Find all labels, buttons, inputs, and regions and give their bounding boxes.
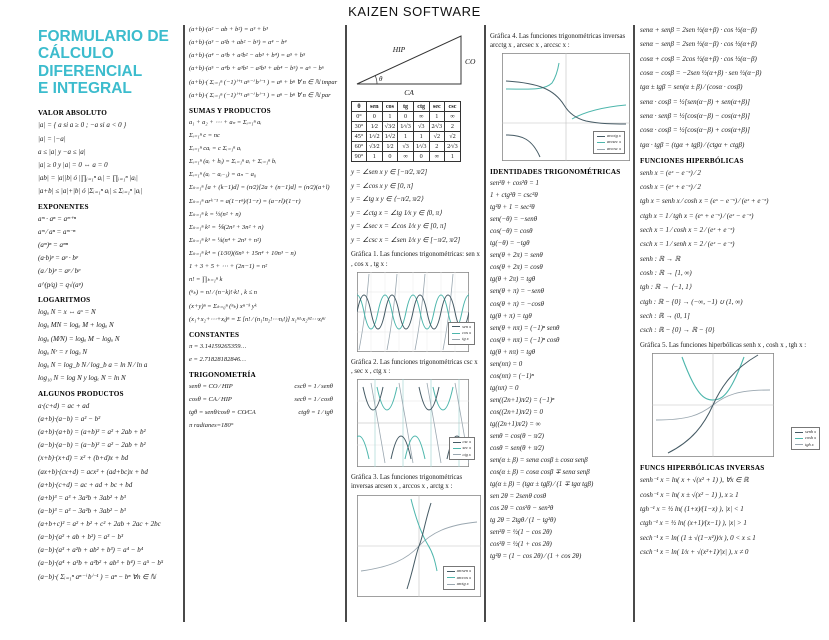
formula-line: (a−b)·(a³ + a²b + ab² + b³) = a⁴ − b⁴	[38, 546, 144, 555]
table-cell: 0	[382, 152, 398, 162]
formula-line: y = ∠csc x = ∠sen 1⁄x y ∈ [−π⁄2, π⁄2]	[351, 235, 461, 244]
legend-item	[597, 146, 621, 152]
legend-swatch-icon	[447, 584, 455, 585]
formula-line: (a+b)³ = a³ + 3a²b + 3ab² + b³	[38, 493, 126, 502]
table-cell: 1⁄2	[367, 122, 383, 132]
formula-line: |ab| = |a||b| ó |∏ᵢ₌₁ⁿ aᵢ| = ∏ᵢ₌₁ⁿ |aᵢ|	[38, 174, 138, 182]
legend-label: tgh x	[805, 441, 814, 447]
formula-right: ctgθ = 1 ⁄ tgθ	[298, 409, 333, 417]
formula-line: csch⁻¹ x = ln( 1⁄x + √(x²+1)⁄|x| ), x ≠ 0	[640, 547, 749, 556]
column-5	[640, 26, 826, 562]
formula-line: tg((2n+1)π⁄2) = ∞	[490, 420, 541, 428]
chart-legend	[593, 131, 625, 154]
table-cell: 2	[445, 122, 461, 132]
section-heading: IDENTIDADES TRIGONOMÉTRICAS	[490, 168, 621, 177]
svg-text:HIP: HIP	[392, 45, 406, 54]
formula-line: cos(θ + nπ) = (−1)ⁿ cosθ	[490, 336, 560, 344]
formula-line: (x+b)·(x+d) = x² + (b+d)x + bd	[38, 454, 129, 463]
table-cell: 2⁄√3	[429, 122, 445, 132]
formula-line: ctgh x = 1 ⁄ tgh x = (eˣ + e⁻ˣ) ⁄ (eˣ − e⁻ˣ)	[640, 211, 754, 220]
formula-line: (a·b)ᵖ = aᵖ · bᵖ	[38, 254, 78, 263]
section-heading: EXPONENTES	[38, 202, 89, 211]
trig-values-table	[351, 101, 461, 162]
formula-line: csch x = 1 ⁄ senh x = 2 ⁄ (eˣ − e⁻ˣ)	[640, 240, 735, 249]
formula-pair	[189, 396, 341, 404]
column-header: θ	[352, 102, 367, 112]
column-divider	[484, 25, 486, 622]
formula-line: aᵐ ⁄ aⁿ = aᵐ⁻ⁿ	[38, 228, 76, 237]
column-header: sec	[429, 102, 445, 112]
formula-line: a₁ + a₂ + ⋯ + aₙ = Σᵢ₌₁ⁿ aᵢ	[189, 118, 262, 126]
formula-line: senα · cosβ = ½[sen(α−β) + sen(α+β)]	[640, 97, 750, 106]
svg-text:CO: CO	[465, 57, 476, 66]
section-heading: VALOR ABSOLUTO	[38, 109, 108, 118]
document-title-line: DIFERENCIAL	[38, 62, 143, 80]
table-cell: √3	[413, 122, 429, 132]
formula-line: (a+b)·(a⁵ − a⁴b + a³b² − a²b³ + ab⁴ − b⁵) = a⁶ − b⁶	[189, 65, 324, 73]
formula-line: senh⁻¹ x = ln( x + √(x² + 1) ), ∀x ∈ ℝ	[640, 476, 749, 485]
legend-swatch-icon	[597, 136, 605, 137]
formula-line: sen²θ = ½(1 − cos 2θ)	[490, 528, 552, 536]
table-cell: 45°	[352, 132, 367, 142]
formula-line: tg 2θ = 2tgθ ⁄ (1 − tg²θ)	[490, 516, 556, 524]
column-header: sen	[367, 102, 383, 112]
legend-swatch-icon	[795, 432, 803, 433]
formula-line: sen 2θ = 2senθ cosθ	[490, 492, 547, 500]
chart-legend	[791, 427, 820, 450]
formula-line: y = ∠sen x y ∈ [−π⁄2, π⁄2]	[351, 168, 428, 176]
formula-line: tg(−θ) = −tgθ	[490, 240, 530, 248]
table-cell: 90°	[352, 152, 367, 162]
formula-line: sen((2n+1)π⁄2) = (−1)ⁿ	[490, 396, 555, 404]
formula-line: tg(α ± β) = (tgα ± tgβ) ⁄ (1 ∓ tgα tgβ)	[490, 480, 594, 488]
formula-line: sen(nπ) = 0	[490, 360, 523, 368]
table-row	[352, 142, 461, 152]
formula-line: tgα ± tgβ = sen(α ± β) ⁄ (cosα · cosβ)	[640, 83, 743, 92]
formula-line: cosh⁻¹ x = ln( x ± √(x² − 1) ), x ≥ 1	[640, 490, 739, 499]
table-cell: 0	[367, 112, 383, 122]
table-cell: 1	[382, 112, 398, 122]
legend-swatch-icon	[597, 142, 605, 143]
legend-swatch-icon	[453, 442, 461, 443]
legend-label: sec x	[462, 445, 471, 451]
legend-label: cosh x	[805, 435, 816, 441]
table-row	[352, 122, 461, 132]
formula-line: cos(θ + 2π) = cosθ	[490, 264, 543, 272]
formula-line: logₐ N = x ⇔ aˣ = N	[38, 308, 96, 317]
table-cell: 0	[413, 152, 429, 162]
formula-line: senα + senβ = 2sen ½(α+β) · cos ½(α−β)	[640, 26, 757, 34]
formula-line: Σₖ₌₁ⁿ k = ½(n² + n)	[189, 210, 241, 218]
formula-line: (a+b)·(a³ − a²b + ab² − b³) = a⁴ − b⁴	[189, 39, 287, 47]
formula-line: senα − senβ = 2sen ½(α−β) · cos ½(α+β)	[640, 40, 757, 49]
figure-caption: Gráfica 5. Las funciones hiperbólicas senh x , cosh x , tgh x :	[640, 342, 807, 350]
table-cell: 0	[398, 112, 414, 122]
chart-legend	[443, 566, 475, 589]
column-4	[490, 26, 631, 565]
formula-line: cosα + cosβ = 2cos ½(α+β) · cos ½(α−β)	[640, 54, 757, 63]
table-cell: √3⁄2	[367, 142, 383, 152]
formula-line: n! = ∏ₖ₌₁ⁿ k	[189, 276, 223, 284]
formula-line: (a−b)·( Σᵢ₌₁ⁿ aⁿ⁻ⁱ bⁱ⁻¹ ) = aⁿ − bⁿ ∀n ∈ ℕ	[38, 572, 156, 581]
formula-line: senh : ℝ → ℝ	[640, 254, 681, 263]
figure-caption: Gráfica 4. Las funciones trigonométricas inversas arcctg x , arcsec x , arccsc x :	[490, 33, 626, 50]
formula-line: cos(nπ) = (−1)ⁿ	[490, 372, 534, 380]
figure-g4	[502, 53, 631, 161]
document-title-line: CÁLCULO	[38, 45, 114, 63]
formula-line: sen(α ± β) = senα cosβ ± cosα senβ	[490, 456, 588, 464]
document-title-line: E INTEGRAL	[38, 80, 132, 98]
formula-line: y = ∠cos x y ∈ [0, π]	[351, 181, 414, 190]
formula-line: (a+b)·(a² − ab + b²) = a³ + b³	[189, 26, 269, 33]
formula-line: Σᵢ₌₁ⁿ (aᵢ + bᵢ) = Σᵢ₌₁ⁿ aᵢ + Σᵢ₌₁ⁿ bᵢ	[189, 158, 277, 166]
formula-line: 1 + ctg²θ = csc²θ	[490, 192, 538, 200]
formula-line: tgα · tgβ = (tgα + tgβ) ⁄ (ctgα + ctgβ)	[640, 140, 745, 149]
formula-line: cos²θ = ½(1 + cos 2θ)	[490, 540, 552, 548]
legend-label: arctg x	[456, 581, 469, 587]
table-cell: 1	[398, 132, 414, 142]
section-heading: FUNCS HIPERBÓLICAS INVERSAS	[640, 464, 765, 473]
figure-caption: Gráfica 3. Las funciones trigonométricas inversas arcsen x , arccos x , arctg x :	[351, 474, 463, 491]
formula-line: π radianes=180°	[189, 422, 234, 430]
table-row	[352, 112, 461, 122]
formula-line: ctgh⁻¹ x = ½ ln( (x+1)⁄(x−1) ), |x| > 1	[640, 519, 747, 528]
formula-line: csch : ℝ − {0} → ℝ − {0}	[640, 326, 715, 335]
formula-line: (a−b)·(a⁴ + a³b + a²b² + ab³ + b⁴) = a⁵ − b⁵	[38, 559, 164, 568]
legend-label: arccsc x	[606, 145, 621, 151]
formula-line: (x₁+x₂+⋯+xⱼ)ⁿ = Σ [n! ⁄ (n₁!n₂!⋯nⱼ!)] x₁ⁿ¹·x₂ⁿ²⋯xⱼⁿʲ	[189, 315, 326, 323]
figure-g3	[357, 495, 481, 597]
table-cell: √3⁄2	[382, 122, 398, 132]
formula-line: tg(θ + π) = tgθ	[490, 312, 532, 320]
svg-text:CA: CA	[404, 88, 414, 97]
legend-swatch-icon	[447, 571, 455, 572]
column-divider	[633, 25, 635, 622]
table-cell: 1⁄2	[382, 142, 398, 152]
formula-line: (a−b)³ = a³ − 3a²b + 3ab² − b³	[38, 506, 126, 515]
formula-line: sech x = 1 ⁄ cosh x = 2 ⁄ (eˣ + e⁻ˣ)	[640, 225, 735, 234]
formula-line: (a+b)·( Σᵢ₌₁ⁿ (−1)ⁱ⁺¹ aⁿ⁻ⁱ bⁱ⁻¹ ) = aⁿ − bⁿ ∀ n ∈ ℕ par	[189, 91, 331, 99]
formula-line: Σₖ₌₁ⁿ k⁴ = (1⁄30)(6n⁵ + 15n⁴ + 10n³ − n)	[189, 250, 296, 257]
figure-g2	[357, 379, 481, 467]
legend-swatch-icon	[452, 326, 460, 327]
column-header: tg	[398, 102, 414, 112]
formula-line: Σₖ₌₁ⁿ k² = ⅙(2n³ + 3n² + n)	[189, 223, 264, 231]
formula-line: a ≤ |a| y −a ≤ |a|	[38, 147, 86, 156]
formula-line: cosh x = (eˣ + e⁻ˣ) ⁄ 2	[640, 182, 701, 191]
formula-line: |a| ≥ 0 y |a| = 0 ⇔ a = 0	[38, 160, 108, 169]
formula-line: tg(nπ) = 0	[490, 384, 519, 392]
formula-line: Σₖ₌₁ⁿ k³ = ¼(n⁴ + 2n³ + n²)	[189, 236, 262, 244]
legend-label: tg x	[462, 336, 469, 342]
chart-legend	[449, 437, 475, 460]
formula-line: cos(−θ) = cosθ	[490, 228, 533, 236]
formula-line: tg²θ + 1 = sec²θ	[490, 204, 535, 212]
formula-left: tgθ = senθ⁄cosθ = CO⁄CA	[189, 409, 256, 417]
formula-line: (a+b)·(a+b) = (a+b)² = a² + 2ab + b²	[38, 428, 146, 437]
document-title-line: FORMULARIO DE	[38, 28, 169, 45]
formula-line: cos(θ + π) = −cosθ	[490, 300, 545, 308]
formula-line: (a+b)·( Σᵢ₌₁ⁿ (−1)ⁱ⁺¹ aⁿ⁻ⁱ bⁱ⁻¹ ) = aⁿ + bⁿ ∀ n ∈ ℕ impar	[189, 78, 338, 86]
formula-line: sech⁻¹ x = ln( (1 ± √(1−x²))⁄x ), 0 < x ≤ 1	[640, 533, 756, 542]
table-cell: √2	[429, 132, 445, 142]
formula-line: senθ = cos(θ − π⁄2)	[490, 432, 544, 440]
table-row	[352, 152, 461, 162]
right-triangle-figure	[351, 26, 481, 98]
formula-line: sen(θ + 2π) = senθ	[490, 252, 543, 260]
document-title	[38, 28, 182, 97]
formula-line: sen(θ + nπ) = (−1)ⁿ senθ	[490, 324, 560, 332]
formula-line: (a−b)·(a−b) = (a−b)² = a² − 2ab + b²	[38, 441, 146, 450]
formula-line: π = 3.14159265359…	[189, 342, 247, 350]
table-cell: 1	[445, 152, 461, 162]
formula-line: tg(θ + 2π) = tgθ	[490, 276, 536, 284]
table-cell: 1	[413, 132, 429, 142]
figure-caption: Gráfica 1. Las funciones trigonométricas: sen x , cos x , tg x :	[351, 251, 480, 268]
formula-pair	[189, 383, 341, 391]
formula-line: (a ⁄ b)ᵖ = aᵖ ⁄ bᵖ	[38, 267, 81, 276]
table-cell: 1⁄√3	[398, 122, 414, 132]
table-cell: 2	[429, 142, 445, 152]
formula-line: logₐ (M⁄N) = logₐ M − logₐ N	[38, 334, 120, 343]
formula-right: cscθ = 1 ⁄ senθ	[294, 383, 333, 390]
section-heading: SUMAS Y PRODUCTOS	[189, 106, 271, 115]
legend-swatch-icon	[795, 444, 803, 445]
table-cell: √2	[445, 132, 461, 142]
formula-line: Σᵢ₌₁ⁿ caᵢ = c Σᵢ₌₁ⁿ aᵢ	[189, 145, 242, 152]
table-cell: 60°	[352, 142, 367, 152]
formula-line: senα · senβ = ½[cos(α−β) − cos(α+β)]	[640, 112, 750, 121]
section-heading: TRIGONOMETRÍA	[189, 371, 256, 379]
table-cell: ∞	[398, 152, 414, 162]
formula-left: senθ = CO ⁄ HIP	[189, 383, 233, 390]
legend-item	[795, 442, 816, 448]
column-3	[351, 26, 481, 601]
formula-line: (aᵐ)ⁿ = aᵐⁿ	[38, 241, 69, 250]
formula-line: a·(c+d) = ac + ad	[38, 401, 90, 410]
hyperbolic-chart-svg	[652, 353, 774, 457]
page-title: KAIZEN SOFTWARE	[348, 4, 481, 19]
legend-label: sen x	[462, 323, 471, 329]
legend-label: csc x	[462, 438, 471, 444]
column-2	[189, 26, 341, 436]
table-cell: ∞	[445, 112, 461, 122]
table-header-row	[352, 102, 461, 112]
formula-line: cosα · cosβ = ½[cos(α−β) + cos(α+β)]	[640, 126, 750, 135]
formula-line: 1 + 3 + 5 + ⋯ + (2n−1) = n²	[189, 263, 268, 271]
formula-line: cos(α ± β) = cosα cosβ ∓ senα senβ	[490, 468, 590, 476]
column-1	[38, 26, 182, 586]
formula-line: |a+b| ≤ |a|+|b| ó |Σᵢ₌₁ⁿ aᵢ| ≤ Σᵢ₌₁ⁿ |aᵢ|	[38, 187, 143, 196]
legend-label: arcsec x	[606, 139, 621, 145]
legend-swatch-icon	[795, 438, 803, 439]
figure-caption: Gráfica 2. Las funciones trigonométricas csc x , sec x , ctg x :	[351, 358, 478, 375]
formula-line: cosh : ℝ → [1, ∞)	[640, 268, 692, 277]
formula-line: tg²θ = (1 − cos 2θ) ⁄ (1 + cos 2θ)	[490, 552, 582, 560]
legend-item	[447, 581, 471, 587]
legend-swatch-icon	[597, 149, 605, 150]
legend-swatch-icon	[453, 454, 461, 455]
formula-line: y = ∠tg x y ∈ ⟨−π⁄2, π⁄2⟩	[351, 195, 424, 204]
formula-line: y = ∠ctg x = ∠tg 1⁄x y ∈ ⟨0, π⟩	[351, 208, 442, 217]
formula-line: y = ∠sec x = ∠cos 1⁄x y ∈ [0, π]	[351, 222, 447, 231]
column-header: ctg	[413, 102, 429, 112]
legend-item	[452, 336, 471, 342]
formula-line: aᵐ · aⁿ = aᵐ⁺ⁿ	[38, 214, 76, 223]
formula-line: |a| = |−a|	[38, 134, 66, 143]
formula-line: (a+b)·(a⁴ − a³b + a²b² − ab³ + b⁴) = a⁵ + b⁵	[189, 52, 306, 60]
column-header: csc	[445, 102, 461, 112]
table-cell: 1⁄√3	[413, 142, 429, 152]
formula-pair	[189, 409, 341, 417]
section-heading: CONSTANTES	[189, 330, 240, 339]
legend-swatch-icon	[452, 333, 460, 334]
formula-line: sen(−θ) = −senθ	[490, 216, 538, 224]
formula-line: cosθ = sen(θ + π⁄2)	[490, 444, 544, 452]
formula-line: Σₖ₌₁ⁿ [a + (k−1)d] = (n⁄2)[2a + (n−1)d] = (n⁄2)(a+l)	[189, 184, 330, 192]
formula-line: |a| = { a si a ≥ 0 ; −a si a < 0 }	[38, 121, 127, 130]
figure-g1	[357, 272, 481, 352]
formula-line: (x+y)ⁿ = Σₖ₌₀ⁿ (ⁿₖ) xⁿ⁻ᵏ yᵏ	[189, 302, 257, 310]
formula-line: (a+b)·(a−b) = a² − b²	[38, 414, 101, 423]
formula-right: secθ = 1 ⁄ cosθ	[294, 396, 333, 404]
legend-label: arcsen x	[456, 568, 471, 574]
formula-line: (ax+b)·(cx+d) = acx² + (ad+bc)x + bd	[38, 467, 148, 476]
formula-line: Σᵢ₌₁ⁿ (aᵢ − aᵢ₋₁) = aₙ − a₀	[189, 171, 257, 179]
formula-line: tgh⁻¹ x = ½ ln( (1+x)⁄(1−x) ), |x| < 1	[640, 504, 744, 513]
figure-g5	[652, 353, 826, 457]
formula-line: (ⁿₖ) = n! ⁄ (n−k)!·k! , k ≤ n	[189, 289, 258, 297]
legend-label: arccos x	[456, 574, 471, 580]
formula-line: tgh x = senh x ⁄ cosh x = (eˣ − e⁻ˣ) ⁄ (eˣ + e⁻ˣ)	[640, 197, 769, 206]
legend-label: senh x	[805, 428, 816, 434]
table-cell: ∞	[429, 152, 445, 162]
legend-swatch-icon	[447, 577, 455, 578]
column-divider	[345, 25, 347, 622]
formula-line: senh x = (eˣ − e⁻ˣ) ⁄ 2	[640, 168, 701, 177]
legend-swatch-icon	[452, 339, 460, 340]
section-heading: LOGARITMOS	[38, 296, 91, 305]
section-heading: FUNCIONES HIPERBÓLICAS	[640, 156, 744, 165]
table-cell: 1	[429, 112, 445, 122]
formula-line: (a−b)·(a² + ab + b²) = a³ − b³	[38, 533, 124, 542]
column-divider	[183, 25, 185, 622]
table-cell: ∞	[413, 112, 429, 122]
formula-line: tg(θ + nπ) = tgθ	[490, 348, 536, 356]
formula-line: sen(θ + π) = −senθ	[490, 288, 545, 296]
svg-text:θ: θ	[379, 75, 383, 83]
section-heading: ALGUNOS PRODUCTOS	[38, 389, 124, 398]
formula-line: logₐ MN = logₐ M + logₐ N	[38, 321, 114, 330]
formula-line: (a+b)·(c+d) = ac + ad + bc + bd	[38, 480, 133, 489]
legend-item	[453, 452, 471, 458]
formula-line: sen²θ + cos²θ = 1	[490, 180, 539, 188]
formula-line: cos 2θ = cos²θ − sen²θ	[490, 504, 554, 512]
table-cell: 1	[367, 152, 383, 162]
formula-line: logₐ Nʳ = r logₐ N	[38, 347, 88, 356]
formula-line: cosα − cosβ = −2sen ½(α+β) · sen ½(α−β)	[640, 69, 762, 78]
legend-label: ctg x	[462, 451, 471, 457]
formula-line: Σₖ₌₁ⁿ arᵏ⁻¹ = a(1−rⁿ)⁄(1−r) = (a−rl)⁄(1−r)	[189, 197, 301, 205]
formula-line: e = 2.71828182846…	[189, 355, 246, 363]
table-cell: 0°	[352, 112, 367, 122]
legend-swatch-icon	[453, 448, 461, 449]
formula-line: a^(p⁄q) = q√(aᵖ)	[38, 280, 83, 289]
right-triangle-svg	[351, 26, 479, 98]
table-cell: √3	[398, 142, 414, 152]
formula-line: ctgh : ℝ − {0} → (−∞, −1) ∪ (1, ∞)	[640, 297, 743, 306]
formula-line: tgh : ℝ → ⟨−1, 1⟩	[640, 283, 692, 292]
table-row	[352, 132, 461, 142]
legend-label: cos x	[462, 329, 471, 335]
formula-line: sech : ℝ → (0, 1]	[640, 311, 690, 320]
table-cell: 30°	[352, 122, 367, 132]
formula-line: (a+b+c)² = a² + b² + c² + 2ab + 2ac + 2bc	[38, 520, 161, 529]
formula-line: log₁₀ N = log N y logₑ N = ln N	[38, 374, 126, 383]
formula-line: cos((2n+1)π⁄2) = 0	[490, 408, 543, 416]
formula-line: logₐ N = log_b N ⁄ log_b a = ln N ⁄ ln a	[38, 360, 148, 369]
table-cell: 1⁄√2	[367, 132, 383, 142]
formula-left: cosθ = CA ⁄ HIP	[189, 396, 232, 404]
table-cell: 1⁄√2	[382, 132, 398, 142]
legend-label: arcctg x	[606, 133, 621, 139]
chart-legend	[448, 322, 475, 345]
column-header: cos	[382, 102, 398, 112]
table-cell: 2⁄√3	[445, 142, 461, 152]
formula-line: Σᵢ₌₁ⁿ c = nc	[189, 131, 220, 139]
